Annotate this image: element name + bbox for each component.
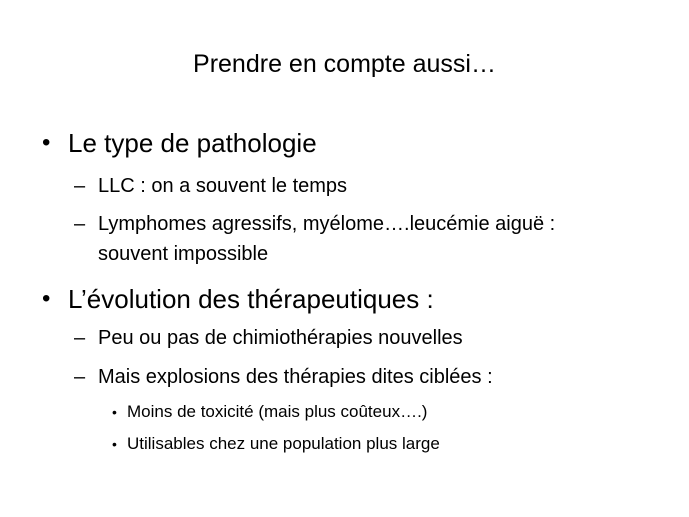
sub-bullet-text: Mais explosions des thérapies dites ciblées : [98,366,493,388]
sub-sub-bullet-text: Moins de toxicité (mais plus coûteux….) [127,402,428,421]
bullet-marker: • [112,404,117,420]
sub-bullet-text: Peu ou pas de chimiothérapies nouvelles [98,327,463,349]
bullet-marker: • [42,285,51,312]
dash-marker: – [74,213,86,235]
sub-bullet-text-line-1: Lymphomes agressifs, myélome….leucémie aiguë : [98,213,556,235]
sub-bullet-text: LLC : on a souvent le temps [98,175,348,197]
sub-sub-bullet-text: Utilisables chez une population plus large [127,434,440,453]
bullet-marker: • [42,129,51,156]
slide-title: Prendre en compte aussi… [193,50,496,78]
bullet-text: L’évolution des thérapeutiques : [68,284,434,314]
bullet-marker: • [112,436,117,452]
dash-marker: – [74,327,86,349]
bullet-text: Le type de pathologie [68,128,317,158]
dash-marker: – [74,175,86,197]
sub-bullet-text-line-2: souvent impossible [98,243,269,265]
dash-marker: – [74,366,86,388]
